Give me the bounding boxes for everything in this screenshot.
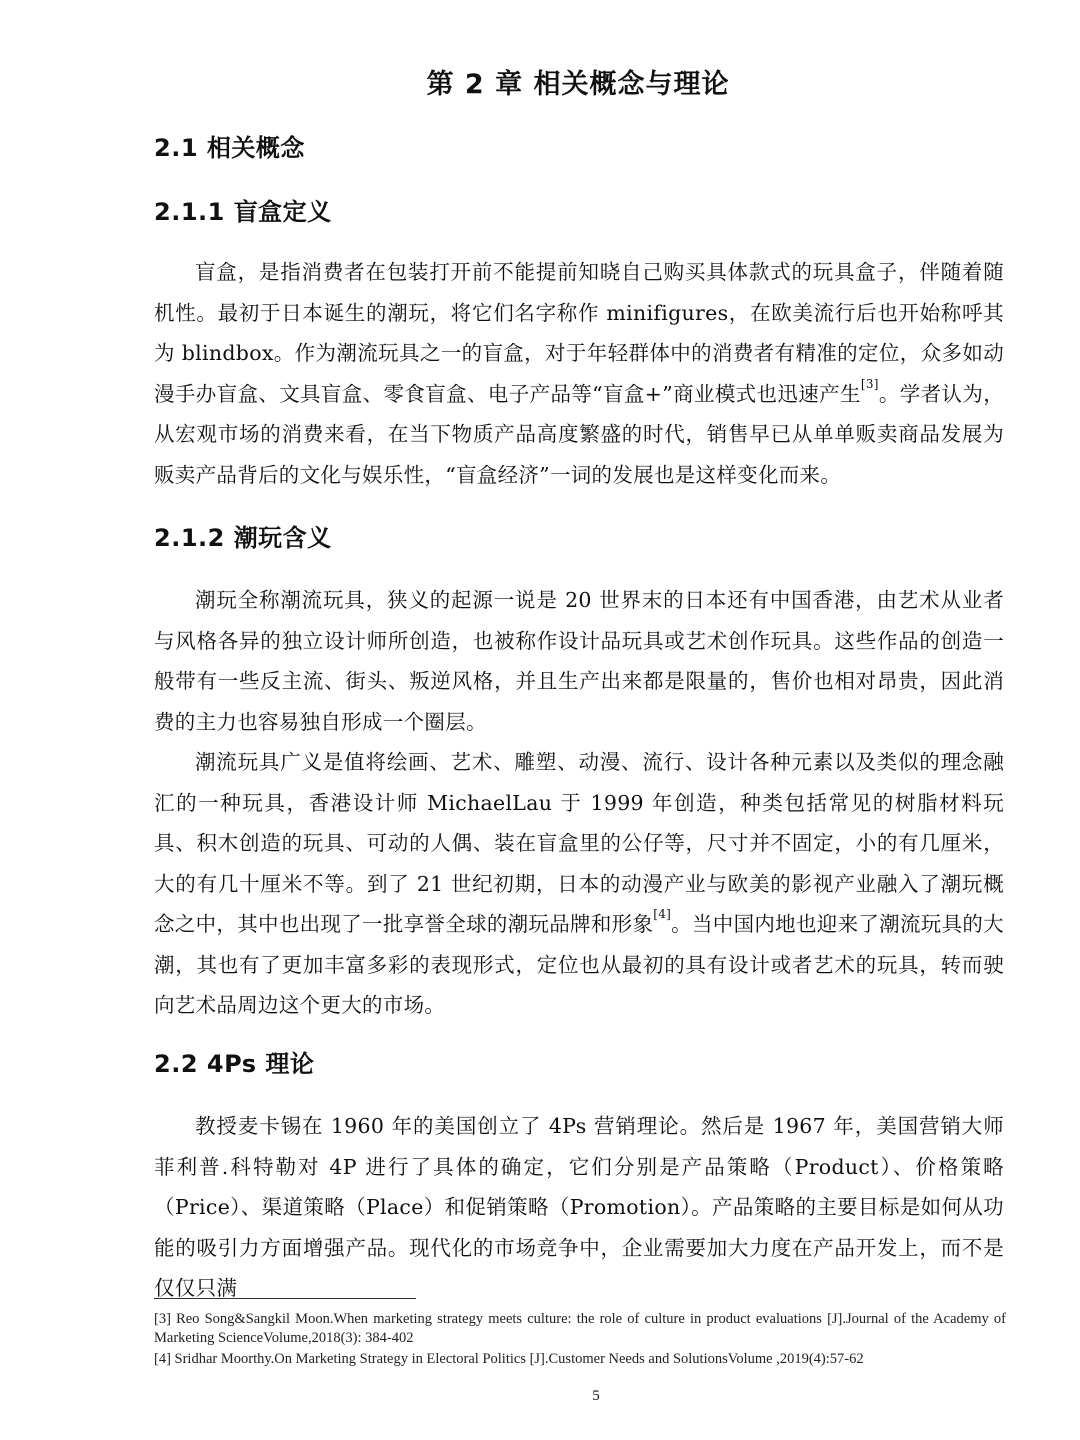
- paragraph-text: 潮流玩具广义是值将绘画、艺术、雕塑、动漫、流行、设计各种元素以及类似的理念融汇的一种玩具，香港设计师 MichaelLau 于 1999 年创造，种类包括常见的树脂材料玩具、积木创造的玩具、可动的人偶、装在盲盒里的公仔等，尺寸并不固定，小的有几厘米，大的有几十厘米不等。到了 21 世纪初期，日本的动漫产业与欧美的影视产业融入了潮玩概念之中，其中也出现了一批享誉全球的潮玩品牌和形象: [154, 750, 1004, 936]
- footnote-4: [4] Sridhar Moorthy.On Marketing Strategy in Electoral Politics [J].Customer Needs and SolutionsVolume ,2019(4):57-62: [154, 1351, 864, 1367]
- section-heading-2-1-2: 2.1.2 潮玩含义: [154, 524, 332, 552]
- citation-ref-4: [4]: [653, 907, 672, 921]
- footnote-3: [3] Reo Song&Sangkil Moon.When marketing strategy meets culture: the role of culture in product evaluations [J].Journal of the Academy of Marketing ScienceVolume,2018(3): 384-402: [154, 1311, 1006, 1346]
- paragraph-text: 。当中国内地也迎来了潮流玩具的大潮，其也有了更加丰富多彩的表现形式，定位也从最初的具有设计或者艺术的玩具，转而驶向艺术品周边这个更大的市场。: [154, 912, 1004, 1017]
- paragraph-trendy-toy-narrow: 潮玩全称潮流玩具，狭义的起源一说是 20 世界末的日本还有中国香港，由艺术从业者与风格各异的独立设计师所创造，也被称作设计品玩具或艺术创作玩具。这些作品的创造一般带有一些反主流、街头、叛逆风格，并且生产出来都是限量的，售价也相对昂贵，因此消费的主力也容易独自形成一个圈层。: [154, 588, 1004, 734]
- paragraph-4ps-theory: 教授麦卡锡在 1960 年的美国创立了 4Ps 营销理论。然后是 1967 年，美国营销大师菲利普.科特勒对 4P 进行了具体的确定，它们分别是产品策略（Product）、价格策略（Price）、渠道策略（Place）和促销策略（Promotion）。产品策略的主要目标是如何从功能的吸引力方面增强产品。现代化的市场竞争中，企业需要加大力度在产品开发上，而不是仅仅只满: [154, 1114, 1004, 1300]
- citation-ref-3: [3]: [860, 376, 879, 391]
- section-heading-2-1: 2.1 相关概念: [154, 134, 305, 162]
- page-number: 5: [592, 1388, 600, 1404]
- chapter-title: 第 2 章 相关概念与理论: [426, 69, 730, 100]
- paragraph-trendy-toy-broad: [154, 742, 1004, 1026]
- section-heading-2-2: 2.2 4Ps 理论: [154, 1050, 315, 1078]
- section-heading-2-1-1: 2.1.1 盲盒定义: [154, 198, 332, 226]
- paragraph-text: 盲盒，是指消费者在包装打开前不能提前知晓自己购买具体款式的玩具盒子，伴随着随机性。最初于日本诞生的潮玩，将它们名字称作 minifigures，在欧美流行后也开始称呼其为 blindbox。作为潮流玩具之一的盲盒，对于年轻群体中的消费者有精准的定位，众多如动漫手办盲盒、文具盲盒、零食盲盒、电子产品等“盲盒+”商业模式也迅速产生: [154, 260, 1004, 406]
- footnote-divider: [154, 1298, 416, 1299]
- paragraph-blind-box-definition: [154, 252, 1004, 495]
- paragraph-text: 。学者认为，从宏观市场的消费来看，在当下物质产品高度繁盛的时代，销售早已从单单贩卖商品发展为贩卖产品背后的文化与娱乐性，“盲盒经济”一词的发展也是这样变化而来。: [154, 381, 1004, 487]
